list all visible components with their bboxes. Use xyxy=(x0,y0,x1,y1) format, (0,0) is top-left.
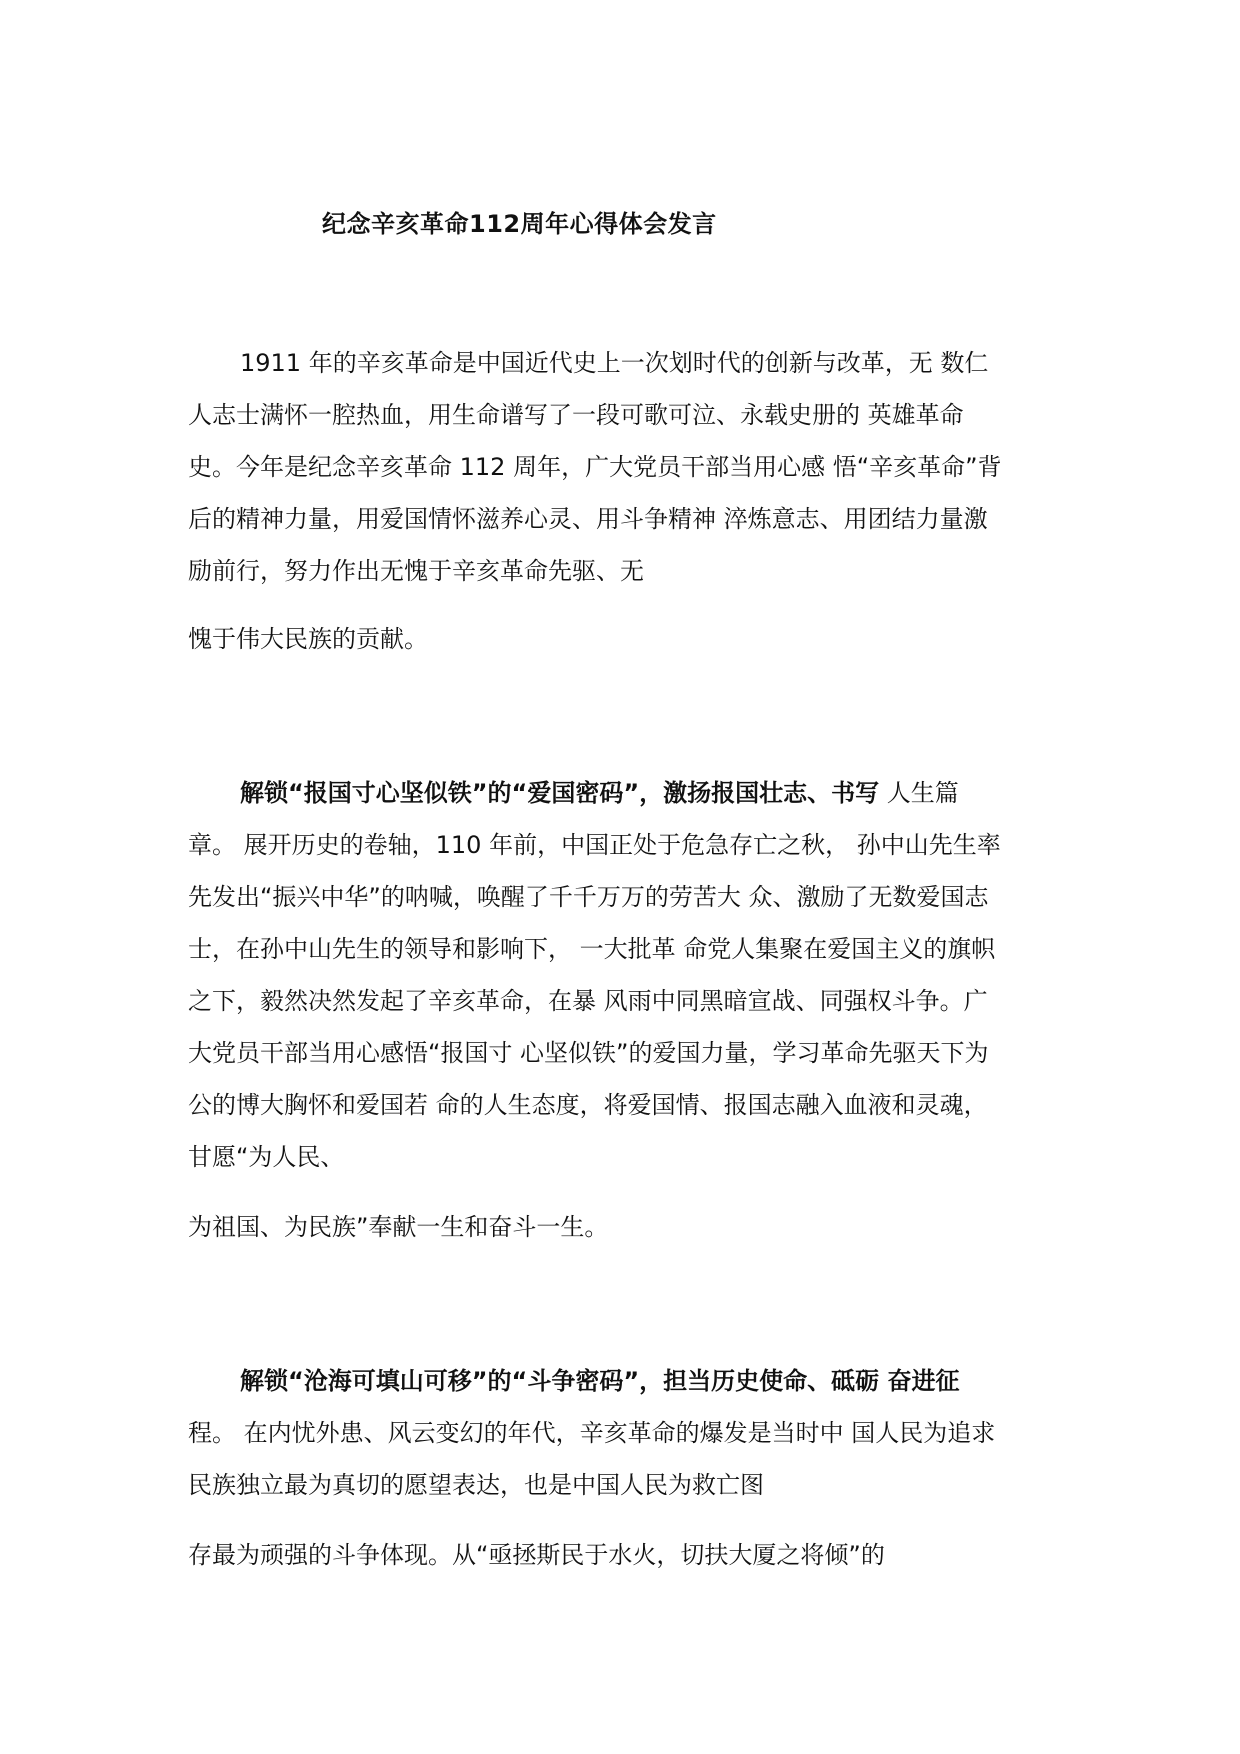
paragraph-2-line-7: 甘愿“为人民、 xyxy=(188,1143,345,1171)
paragraph-2-tail: 为祖国、为民族”奉献一生和奋斗一生。 xyxy=(188,1213,609,1241)
paragraph-2-heading-rest: 人生篇 xyxy=(879,779,959,807)
paragraph-2-heading-bold: 解锁“报国寸心坚似铁”的“爱国密码”，激扬报国壮志、书写 xyxy=(240,779,880,807)
paragraph-2-heading xyxy=(240,778,959,808)
paragraph-2-line-2: 先发出“振兴中华”的呐喊，唤醒了千千万万的劳苦大 众、激励了无数爱国志 xyxy=(188,883,989,911)
paragraph-3-line-1: 程。 在内忧外患、风云变幻的年代，辛亥革命的爆发是当时中 国人民为追求 xyxy=(188,1419,996,1447)
paragraph-2-line-1: 章。 展开历史的卷轴，110 年前，中国正处于危急存亡之秋， 孙中山先生率 xyxy=(188,831,1001,859)
page-title: 纪念辛亥革命112周年心得体会发言 xyxy=(322,210,717,238)
paragraph-1-line-3: 史。今年是纪念辛亥革命 112 周年，广大党员干部当用心感 悟“辛亥革命”背 xyxy=(188,453,1002,481)
paragraph-2-line-5: 大党员干部当用心感悟“报国寸 心坚似铁”的爱国力量，学习革命先驱天下为 xyxy=(188,1039,989,1067)
paragraph-3-heading: 解锁“沧海可填山可移”的“斗争密码”，担当历史使命、砥砺 奋进征 xyxy=(240,1367,960,1395)
paragraph-1-line-2: 人志士满怀一腔热血，用生命谱写了一段可歌可泣、永载史册的 英雄革命 xyxy=(188,401,964,429)
paragraph-3-tail: 存最为顽强的斗争体现。从“亟拯斯民于水火，切扶大厦之将倾”的 xyxy=(188,1541,885,1569)
paragraph-2-line-3: 士，在孙中山先生的领导和影响下， 一大批革 命党人集聚在爱国主义的旗帜 xyxy=(188,935,996,963)
paragraph-1-line-5: 励前行，努力作出无愧于辛亥革命先驱、无 xyxy=(188,557,644,585)
paragraph-1-line-1: 1911 年的辛亥革命是中国近代史上一次划时代的创新与改革，无 数仁 xyxy=(240,349,989,377)
paragraph-1-line-4: 后的精神力量，用爱国情怀滋养心灵、用斗争精神 淬炼意志、用团结力量激 xyxy=(188,505,988,533)
paragraph-1-tail: 愧于伟大民族的贡献。 xyxy=(188,625,428,653)
paragraph-2-line-4: 之下，毅然决然发起了辛亥革命，在暴 风雨中同黑暗宣战、同强权斗争。广 xyxy=(188,987,988,1015)
paragraph-3-line-2: 民族独立最为真切的愿望表达，也是中国人民为救亡图 xyxy=(188,1471,764,1499)
paragraph-2-line-6: 公的博大胸怀和爱国若 命的人生态度，将爱国情、报国志融入血液和灵魂， xyxy=(188,1091,988,1119)
